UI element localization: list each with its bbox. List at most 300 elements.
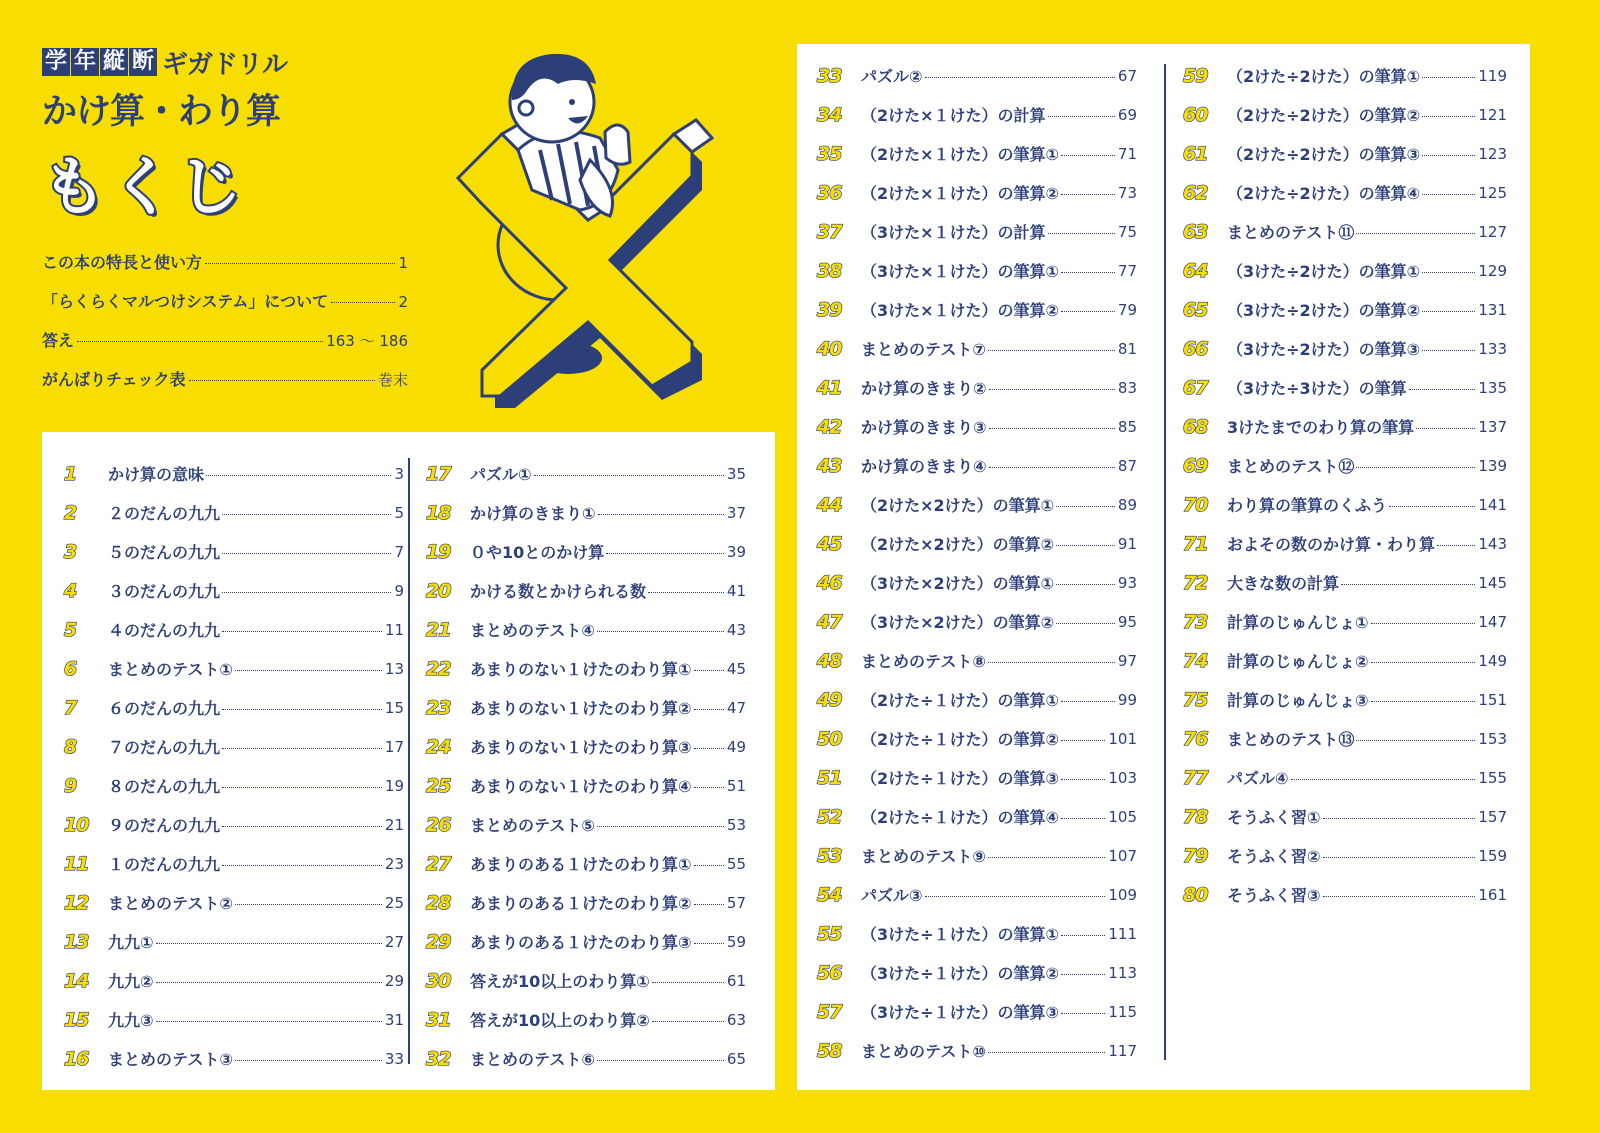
toc-entry[interactable] — [817, 134, 1137, 173]
page-number: 107 — [1108, 846, 1137, 865]
lesson-title: 九九③ — [108, 1011, 154, 1030]
toc-entry[interactable] — [64, 1000, 404, 1039]
lesson-number: 39 — [817, 298, 842, 321]
lesson-title: （3けた÷2けた）の筆算① — [1227, 262, 1421, 281]
page-number: 45 — [726, 659, 746, 678]
intro-item[interactable] — [42, 367, 408, 406]
toc-entry[interactable] — [426, 610, 746, 649]
lesson-title: あまりのある１けたのわり算③ — [470, 933, 692, 952]
lesson-number: 10 — [64, 813, 89, 836]
lesson-title: まとめのテスト② — [108, 894, 233, 913]
leader-dots — [1341, 584, 1475, 585]
intro-list — [42, 250, 408, 406]
toc-entry[interactable] — [1183, 680, 1507, 719]
toc-entry[interactable] — [426, 922, 746, 961]
lesson-title: あまりのない１けたのわり算① — [470, 660, 692, 679]
lesson-title: まとめのテスト⑩ — [861, 1042, 986, 1061]
leader-dots — [235, 904, 382, 905]
toc-entry[interactable] — [1183, 836, 1507, 875]
page-number: 15 — [384, 698, 404, 717]
page-number: 153 — [1478, 729, 1507, 748]
lesson-number: 58 — [817, 1039, 842, 1062]
toc-entry[interactable] — [64, 727, 404, 766]
lesson-number: 28 — [426, 891, 451, 914]
leader-dots — [989, 428, 1115, 429]
leader-dots — [1422, 155, 1475, 156]
lesson-number: 74 — [1183, 649, 1208, 672]
leader-dots — [1371, 701, 1476, 702]
lesson-title: （2けた÷１けた）の筆算① — [861, 691, 1060, 710]
leader-dots — [1061, 194, 1115, 195]
toc-entry[interactable] — [817, 719, 1137, 758]
lesson-title: （2けた×2けた）の筆算② — [861, 535, 1055, 554]
lesson-title: （3けた÷3けた）の筆算 — [1227, 379, 1407, 398]
lesson-number: 50 — [817, 727, 842, 750]
lesson-title: まとめのテスト⑪ — [1227, 223, 1355, 242]
toc-entry[interactable] — [1183, 875, 1507, 914]
page-number: 83 — [1117, 378, 1137, 397]
toc-entry[interactable] — [1183, 563, 1507, 602]
lesson-number: 45 — [817, 532, 842, 555]
page-number: 17 — [384, 737, 404, 756]
toc-entry[interactable] — [1183, 56, 1507, 95]
toc-entry[interactable] — [64, 571, 404, 610]
leader-dots — [694, 670, 724, 671]
toc-entry[interactable] — [64, 493, 404, 532]
leader-dots — [156, 1021, 382, 1022]
lesson-number: 35 — [817, 142, 842, 165]
page-number: 11 — [384, 620, 404, 639]
page-number: 135 — [1478, 378, 1507, 397]
intro-item-label: この本の特長と使い方 — [42, 253, 203, 272]
page-number: 35 — [726, 464, 746, 483]
lesson-number: 60 — [1183, 103, 1208, 126]
toc-entry[interactable] — [1183, 212, 1507, 251]
toc-entry[interactable] — [64, 1039, 404, 1078]
leader-dots — [1356, 233, 1475, 234]
toc-entry[interactable] — [817, 290, 1137, 329]
page-number: 147 — [1478, 612, 1507, 631]
page-number: 145 — [1478, 573, 1507, 592]
lesson-title: まとめのテスト⑫ — [1227, 457, 1355, 476]
lesson-title: あまりのない１けたのわり算④ — [470, 777, 692, 796]
lesson-title: かけ算の意味 — [108, 465, 205, 484]
toc-entry[interactable] — [426, 649, 746, 688]
lesson-number: 3 — [64, 540, 77, 563]
lesson-number: 72 — [1183, 571, 1208, 594]
lesson-title: 九九② — [108, 972, 154, 991]
leader-dots — [652, 1021, 724, 1022]
toc-entry[interactable] — [817, 1031, 1137, 1070]
page-number: 155 — [1478, 768, 1507, 787]
toc-entry[interactable] — [426, 571, 746, 610]
lesson-title: ７のだんの九九 — [108, 738, 221, 757]
leader-dots — [694, 748, 724, 749]
lesson-number: 56 — [817, 961, 842, 984]
leader-dots — [1061, 740, 1105, 741]
toc-entry[interactable] — [1183, 602, 1507, 641]
lesson-title: （2けた×１けた）の筆算② — [861, 184, 1060, 203]
lesson-title: まとめのテスト① — [108, 660, 233, 679]
toc-entry[interactable] — [817, 251, 1137, 290]
toc-entry[interactable] — [817, 914, 1137, 953]
leader-dots — [989, 467, 1115, 468]
lesson-number: 31 — [426, 1008, 451, 1031]
toc-entry[interactable] — [1183, 719, 1507, 758]
lesson-number: 32 — [426, 1047, 451, 1070]
page-number: 117 — [1108, 1041, 1137, 1060]
lesson-title: かけ算のきまり④ — [861, 457, 987, 476]
lesson-number: 59 — [1183, 64, 1208, 87]
page-number: 89 — [1117, 495, 1137, 514]
leader-dots — [988, 662, 1115, 663]
toc-column-3 — [817, 56, 1137, 1070]
lesson-title: （3けた÷１けた）の筆算① — [861, 925, 1060, 944]
page-number: 31 — [384, 1010, 404, 1029]
toc-entry[interactable] — [64, 805, 404, 844]
lesson-title: （3けた÷１けた）の筆算② — [861, 964, 1060, 983]
leader-dots — [1437, 545, 1475, 546]
toc-entry[interactable] — [64, 883, 404, 922]
lesson-title: （2けた×１けた）の筆算① — [861, 145, 1060, 164]
leader-dots — [1048, 233, 1115, 234]
lesson-number: 57 — [817, 1000, 842, 1023]
toc-entry[interactable] — [817, 329, 1137, 368]
toc-entry[interactable] — [1183, 641, 1507, 680]
toc-entry[interactable] — [817, 563, 1137, 602]
lesson-title: ０や10とのかけ算 — [470, 543, 605, 562]
toc-entry[interactable] — [64, 649, 404, 688]
page-number: 91 — [1117, 534, 1137, 553]
lesson-title: まとめのテスト⑨ — [861, 847, 986, 866]
leader-dots — [222, 709, 382, 710]
toc-entry[interactable] — [817, 641, 1137, 680]
lesson-number: 40 — [817, 337, 842, 360]
intro-item-page: 巻末 — [377, 371, 408, 389]
toc-entry[interactable] — [817, 56, 1137, 95]
leader-dots — [694, 709, 724, 710]
leader-dots — [1061, 272, 1115, 273]
lesson-title: そうふく習① — [1227, 808, 1321, 827]
leader-dots — [1056, 506, 1115, 507]
toc-entry[interactable] — [426, 493, 746, 532]
lesson-title: かけ算のきまり③ — [861, 418, 987, 437]
lesson-number: 61 — [1183, 142, 1208, 165]
toc-entry[interactable] — [817, 953, 1137, 992]
lesson-number: 41 — [817, 376, 842, 399]
lesson-title: ８のだんの九九 — [108, 777, 221, 796]
toc-entry[interactable] — [426, 688, 746, 727]
page-number: 67 — [1117, 66, 1137, 85]
lesson-title: 答えが10以上のわり算① — [470, 972, 650, 991]
page-number: 149 — [1478, 651, 1507, 670]
lesson-title: （3けた×１けた）の筆算① — [861, 262, 1060, 281]
toc-panel-right — [797, 44, 1530, 1090]
lesson-number: 6 — [64, 657, 77, 680]
lesson-number: 26 — [426, 813, 451, 836]
toc-panel-left — [42, 432, 775, 1090]
page-number: 63 — [726, 1010, 746, 1029]
toc-entry[interactable] — [64, 766, 404, 805]
lesson-title: （2けた×2けた）の筆算① — [861, 496, 1055, 515]
page-number: 125 — [1478, 183, 1507, 202]
lesson-title: （2けた÷2けた）の筆算① — [1227, 67, 1421, 86]
lesson-title: （3けた×１けた）の筆算② — [861, 301, 1060, 320]
toc-column-1 — [64, 454, 404, 1078]
lesson-number: 18 — [426, 501, 451, 524]
boy-illustration — [440, 40, 740, 415]
toc-entry[interactable] — [426, 805, 746, 844]
lesson-title: （3けた×2けた）の筆算① — [861, 574, 1055, 593]
lesson-number: 2 — [64, 501, 77, 524]
leader-dots — [1356, 740, 1475, 741]
lesson-title: まとめのテスト③ — [108, 1050, 233, 1069]
page-number: 97 — [1117, 651, 1137, 670]
intro-item-page: 163 ～ 186 — [326, 332, 408, 350]
toc-entry[interactable] — [64, 532, 404, 571]
toc-entry[interactable] — [1183, 485, 1507, 524]
lesson-title: およその数のかけ算・わり算 — [1227, 535, 1436, 554]
toc-entry[interactable] — [426, 1039, 746, 1078]
page-number: 137 — [1478, 417, 1507, 436]
lesson-title: （3けた×2けた）の筆算② — [861, 613, 1055, 632]
lesson-number: 51 — [817, 766, 842, 789]
toc-entry[interactable] — [1183, 368, 1507, 407]
toc-entry[interactable] — [426, 883, 746, 922]
lesson-number: 42 — [817, 415, 842, 438]
toc-entry[interactable] — [1183, 134, 1507, 173]
page-number: 69 — [1117, 105, 1137, 124]
toc-entry[interactable] — [1183, 524, 1507, 563]
intro-item[interactable] — [42, 250, 408, 289]
leader-dots — [189, 380, 375, 381]
toc-entry[interactable] — [1183, 95, 1507, 134]
leader-dots — [1291, 779, 1476, 780]
toc-entry[interactable] — [817, 524, 1137, 563]
lesson-title: そうふく習② — [1227, 847, 1321, 866]
leader-dots — [156, 943, 382, 944]
toc-entry[interactable] — [64, 610, 404, 649]
intro-item-label: 答え — [42, 331, 75, 350]
lesson-title: パズル① — [470, 465, 532, 484]
page-number: 5 — [394, 503, 404, 522]
lesson-title: （2けた÷１けた）の筆算④ — [861, 808, 1060, 827]
lesson-title: かけ算のきまり① — [470, 504, 596, 523]
lesson-title: 答えが10以上のわり算② — [470, 1011, 650, 1030]
toc-entry[interactable] — [426, 844, 746, 883]
page-number: 157 — [1478, 807, 1507, 826]
leader-dots — [77, 341, 323, 342]
page-number: 143 — [1478, 534, 1507, 553]
lesson-title: まとめのテスト⑤ — [470, 816, 595, 835]
toc-column-2 — [426, 454, 746, 1078]
toc-entry[interactable] — [426, 532, 746, 571]
page-number: 81 — [1117, 339, 1137, 358]
page-number: 101 — [1108, 729, 1137, 748]
page-number: 93 — [1117, 573, 1137, 592]
lesson-number: 64 — [1183, 259, 1208, 282]
lesson-number: 52 — [817, 805, 842, 828]
leader-dots — [597, 631, 724, 632]
page-number: 37 — [726, 503, 746, 522]
leader-dots — [1422, 311, 1475, 312]
leader-dots — [1061, 701, 1115, 702]
page-number: 133 — [1478, 339, 1507, 358]
leader-dots — [222, 592, 391, 593]
toc-entry[interactable] — [1183, 173, 1507, 212]
lesson-title: 九九① — [108, 933, 154, 952]
lesson-number: 9 — [64, 774, 77, 797]
toc-entry[interactable] — [1183, 797, 1507, 836]
toc-entry[interactable] — [817, 485, 1137, 524]
leader-dots — [206, 475, 391, 476]
toc-entry[interactable] — [817, 875, 1137, 914]
series-boxed-char: 年 — [71, 48, 99, 76]
lesson-title: パズル② — [861, 67, 923, 86]
lesson-title: まとめのテスト⑥ — [470, 1050, 595, 1069]
lesson-title: まとめのテスト④ — [470, 621, 595, 640]
toc-entry[interactable] — [64, 844, 404, 883]
lesson-number: 12 — [64, 891, 89, 914]
page-number: 41 — [726, 581, 746, 600]
leader-dots — [1323, 857, 1476, 858]
toc-entry[interactable] — [1183, 290, 1507, 329]
lesson-title: まとめのテスト⑬ — [1227, 730, 1355, 749]
series-boxed-char: 縦 — [100, 48, 128, 76]
toc-entry[interactable] — [817, 212, 1137, 251]
toc-entry[interactable] — [426, 1000, 746, 1039]
toc-entry[interactable] — [64, 922, 404, 961]
lesson-number: 16 — [64, 1047, 89, 1070]
toc-entry[interactable] — [64, 961, 404, 1000]
lesson-title: わり算の筆算のくふう — [1227, 496, 1388, 515]
intro-item-label: 「らくらくマルつけシステム」について — [42, 292, 329, 311]
page-number: 109 — [1108, 885, 1137, 904]
lesson-number: 5 — [64, 618, 77, 641]
toc-entry[interactable] — [426, 727, 746, 766]
page-number: 123 — [1478, 144, 1507, 163]
toc-entry[interactable] — [426, 766, 746, 805]
toc-entry[interactable] — [1183, 407, 1507, 446]
toc-entry[interactable] — [817, 446, 1137, 485]
lesson-number: 15 — [64, 1008, 89, 1031]
page-number: 57 — [726, 893, 746, 912]
toc-entry[interactable] — [817, 368, 1137, 407]
lesson-number: 8 — [64, 735, 77, 758]
page-number: 139 — [1478, 456, 1507, 475]
lesson-number: 44 — [817, 493, 842, 516]
toc-entry[interactable] — [426, 454, 746, 493]
lesson-number: 20 — [426, 579, 451, 602]
lesson-number: 1 — [64, 462, 77, 485]
lesson-number: 17 — [426, 462, 451, 485]
multiplication-sign-icon — [440, 40, 740, 415]
lesson-title: そうふく習③ — [1227, 886, 1321, 905]
lesson-title: ９のだんの九九 — [108, 816, 221, 835]
toc-entry[interactable] — [426, 961, 746, 1000]
toc-entry[interactable] — [817, 95, 1137, 134]
series-name: ギガドリル — [162, 49, 288, 80]
intro-item-label: がんばりチェック表 — [42, 370, 186, 389]
page-number: 7 — [394, 542, 404, 561]
toc-entry[interactable] — [64, 688, 404, 727]
intro-item[interactable] — [42, 328, 408, 367]
lesson-number: 68 — [1183, 415, 1208, 438]
leader-dots — [222, 787, 382, 788]
toc-entry[interactable] — [1183, 446, 1507, 485]
page-number: 33 — [384, 1049, 404, 1068]
toc-entry[interactable] — [817, 407, 1137, 446]
intro-item[interactable] — [42, 289, 408, 328]
page-number: 105 — [1108, 807, 1137, 826]
leader-dots — [606, 553, 724, 554]
toc-entry[interactable] — [817, 602, 1137, 641]
leader-dots — [1061, 779, 1105, 780]
lesson-number: 29 — [426, 930, 451, 953]
leader-dots — [235, 1060, 382, 1061]
lesson-number: 62 — [1183, 181, 1208, 204]
page-number: 53 — [726, 815, 746, 834]
toc-entry[interactable] — [817, 836, 1137, 875]
lesson-number: 7 — [64, 696, 77, 719]
toc-entry[interactable] — [817, 173, 1137, 212]
lesson-number: 19 — [426, 540, 451, 563]
lesson-title: ３のだんの九九 — [108, 582, 221, 601]
lesson-title: 計算のじゅんじょ① — [1227, 613, 1369, 632]
toc-entry[interactable] — [1183, 329, 1507, 368]
lesson-number: 79 — [1183, 844, 1208, 867]
page-number: 131 — [1478, 300, 1507, 319]
series-boxed-char: 学 — [42, 48, 70, 76]
lesson-number: 4 — [64, 579, 77, 602]
page-number: 79 — [1117, 300, 1137, 319]
lesson-title: あまりのある１けたのわり算② — [470, 894, 692, 913]
leader-dots — [925, 77, 1115, 78]
toc-entry[interactable] — [64, 454, 404, 493]
lesson-number: 27 — [426, 852, 451, 875]
lesson-title: （2けた÷１けた）の筆算② — [861, 730, 1060, 749]
leader-dots — [222, 826, 382, 827]
toc-entry[interactable] — [1183, 251, 1507, 290]
page-number: 113 — [1108, 963, 1137, 982]
lesson-number: 77 — [1183, 766, 1208, 789]
lesson-number: 53 — [817, 844, 842, 867]
toc-entry[interactable] — [817, 680, 1137, 719]
page-title: もくじ — [42, 151, 246, 225]
lesson-number: 37 — [817, 220, 842, 243]
page-number: 25 — [384, 893, 404, 912]
leader-dots — [534, 475, 724, 476]
page-number: 121 — [1478, 105, 1507, 124]
page-number: 65 — [726, 1049, 746, 1068]
toc-entry[interactable] — [817, 992, 1137, 1031]
leader-dots — [988, 1052, 1105, 1053]
page-number: 161 — [1478, 885, 1507, 904]
page-number: 39 — [726, 542, 746, 561]
page-number: 9 — [394, 581, 404, 600]
page-number: 29 — [384, 971, 404, 990]
lesson-title: まとめのテスト⑧ — [861, 652, 986, 671]
toc-entry[interactable] — [1183, 758, 1507, 797]
page-number: 85 — [1117, 417, 1137, 436]
page-number: 3 — [394, 464, 404, 483]
lesson-number: 71 — [1183, 532, 1208, 555]
page-number: 23 — [384, 854, 404, 873]
toc-entry[interactable] — [817, 758, 1137, 797]
lesson-title: （3けた÷2けた）の筆算③ — [1227, 340, 1421, 359]
leader-dots — [1422, 350, 1475, 351]
toc-entry[interactable] — [817, 797, 1137, 836]
